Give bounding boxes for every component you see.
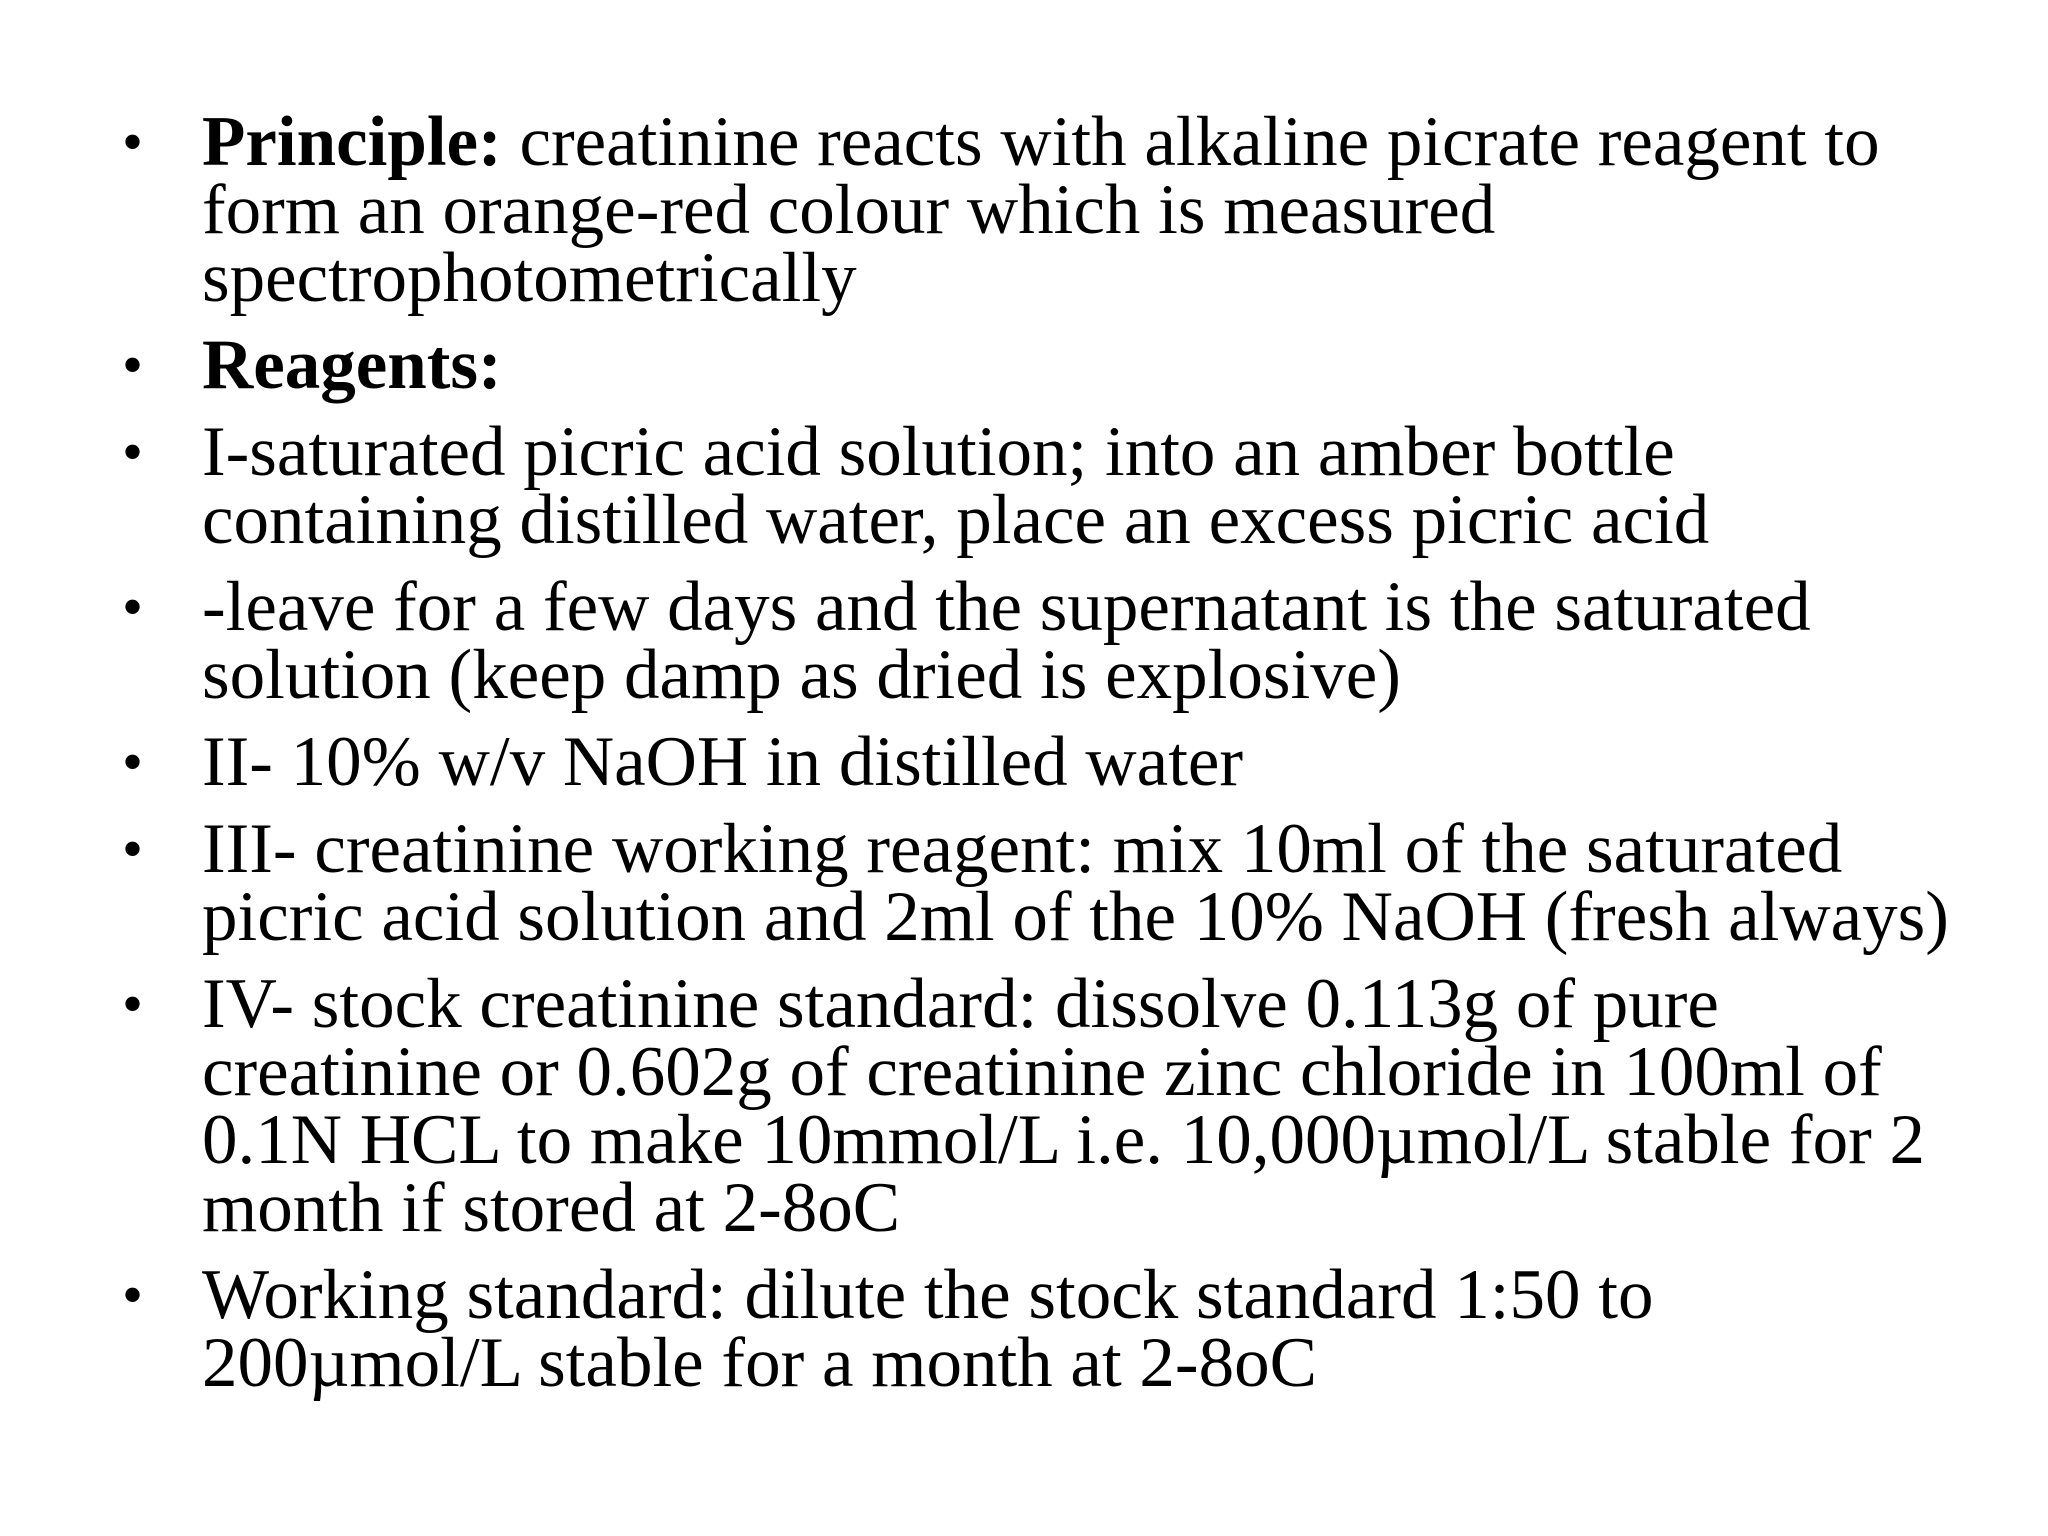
bullet-icon: • <box>122 419 144 485</box>
text-line: containing distilled water, place an excess picric acid <box>202 481 1710 559</box>
bullet-icon: • <box>122 816 144 882</box>
text-line: IV- stock creatinine standard: dissolve 0.113g of pure <box>202 965 1719 1043</box>
bullet-item-picric-acid <box>110 413 2010 559</box>
bullet-text <box>202 965 2010 1247</box>
bullet-text <box>202 1256 2010 1402</box>
bullet-icon: • <box>122 971 144 1037</box>
text-line: I-saturated picric acid solution; into an amber bottle <box>202 413 1675 491</box>
text-line: II- 10% w/v NaOH in distilled water <box>202 723 1244 801</box>
reagents-label: Reagents: <box>202 326 502 404</box>
bullet-icon: • <box>122 1262 144 1328</box>
text-line: solution (keep damp as dried is explosive) <box>202 636 1401 714</box>
text-line: spectrophotometrically <box>202 239 857 317</box>
principle-label: Principle: <box>202 103 502 181</box>
text-line: 200µmol/L stable for a month at 2-8oC <box>202 1324 1317 1402</box>
bullet-icon: • <box>122 574 144 640</box>
text-line: Working standard: dilute the stock standard 1:50 to <box>202 1256 1654 1334</box>
bullet-text <box>202 326 2010 404</box>
bullet-icon: • <box>122 109 144 175</box>
text-line: -leave for a few days and the supernatant is the saturated <box>202 568 1811 646</box>
bullet-icon: • <box>122 332 144 398</box>
text-line: month if stored at 2-8oC <box>202 1169 901 1247</box>
text-line: Principle: creatinine reacts with alkaline picrate reagent to <box>202 103 1880 181</box>
bullet-list <box>110 103 2010 1416</box>
bullet-item-stock-standard <box>110 965 2010 1247</box>
text-line: form an orange-red colour which is measured <box>202 171 1496 249</box>
bullet-item-working-standard <box>110 1256 2010 1402</box>
text-line: picric acid solution and 2ml of the 10% NaOH (fresh always) <box>202 878 1949 956</box>
text-line: III- creatinine working reagent: mix 10ml of the saturated <box>202 810 1843 888</box>
text-line: creatinine or 0.602g of creatinine zinc chloride in 100ml of <box>202 1033 1882 1111</box>
text-line: 0.1N HCL to make 10mmol/L i.e. 10,000µmol/L stable for 2 <box>202 1101 1925 1179</box>
bullet-icon: • <box>122 729 144 795</box>
bullet-item-reagents <box>110 326 2010 404</box>
bullet-text <box>202 810 2010 956</box>
bullet-item-supernatant <box>110 568 2010 714</box>
bullet-text <box>202 103 2010 317</box>
bullet-text <box>202 413 2010 559</box>
bullet-text <box>202 568 2010 714</box>
bullet-item-working-reagent <box>110 810 2010 956</box>
bullet-item-principle <box>110 103 2010 317</box>
bullet-text <box>202 723 2010 801</box>
bullet-item-naoh <box>110 723 2010 801</box>
